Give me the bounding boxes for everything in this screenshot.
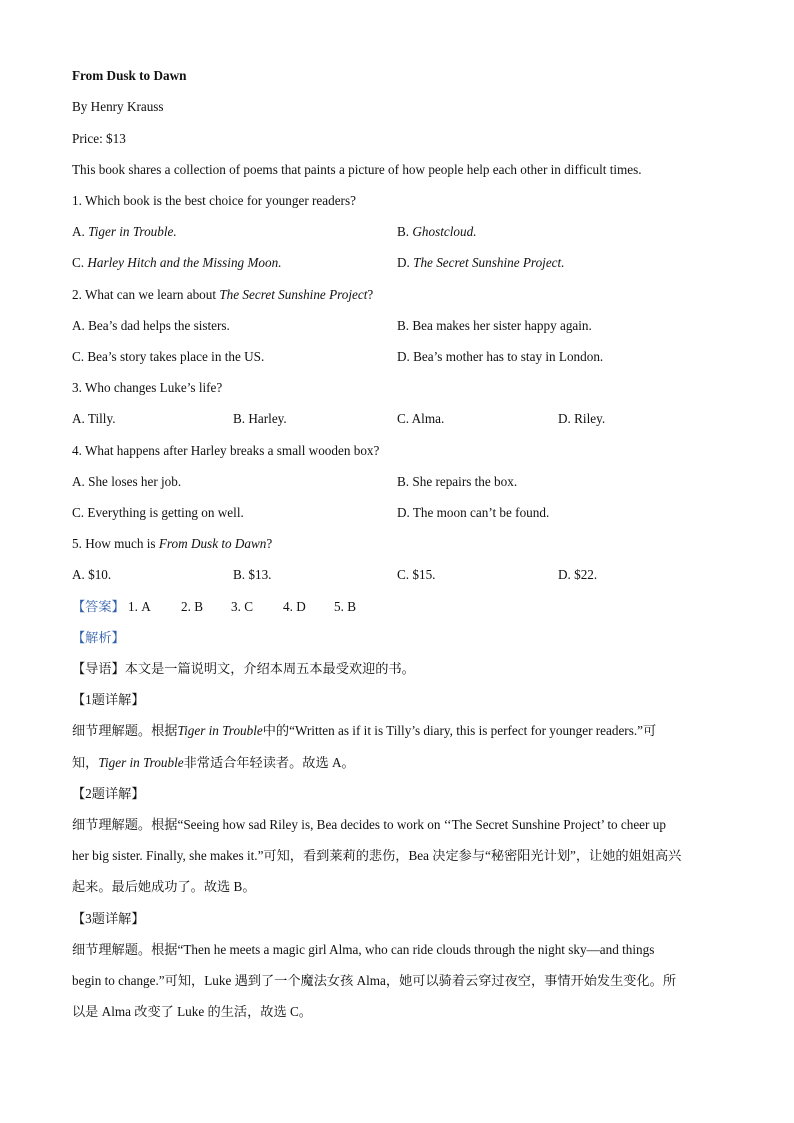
q5-option-c[interactable]: C. $15. [397,567,436,582]
q3-detail-line-3: 以是 Alma 改变了 Luke 的生活，故选 C。 [72,1004,312,1019]
q4-option-c[interactable]: C. Everything is getting on well. [72,505,244,520]
q1-detail-line-2 [72,754,355,772]
detail-book-title: Tiger in Trouble [177,723,263,738]
q3-option-c[interactable]: C. Alma. [397,411,445,426]
q2-option-d[interactable]: D. Bea’s mother has to stay in London. [397,349,604,364]
q2-option-b[interactable]: B. Bea makes her sister happy again. [397,318,592,333]
detail-text: 细节理解题。根据 [72,723,178,738]
stem-text: ? [367,287,374,302]
q5-option-a[interactable]: A. $10. [72,567,112,582]
q3-option-b[interactable]: B. Harley. [233,411,287,426]
q3-option-d[interactable]: D. Riley. [558,411,606,426]
q2-detail-header: 【2题详解】 [72,786,145,801]
detail-text: 中的“Written as if it is Tilly’s diary, this is perfect for younger readers.”可 [262,723,657,738]
option-text: The Secret Sunshine Project. [413,255,565,270]
answer-key [72,598,151,616]
option-text: Harley Hitch and the Missing Moon. [87,255,282,270]
q1-detail-header: 【1题详解】 [72,692,145,707]
book-title: From Dusk to Dawn [72,68,187,83]
q2-option-c[interactable]: C. Bea’s story takes place in the US. [72,349,265,364]
option-text: Ghostcloud. [412,224,477,239]
option-text: Tiger in Trouble. [88,224,177,239]
option-letter: C. [72,255,88,270]
question-5-stem [72,535,272,553]
q3-detail-line-1: 细节理解题。根据“Then he meets a magic girl Alma, who can ride clouds through the night sky—and things [72,942,655,957]
analysis-label: 【解析】 [72,630,125,645]
answer-item: 3. C [231,599,253,614]
q3-detail-line-2: begin to change.”可知，Luke 遇到了一个魔法女孩 Alma，她可以骑着云穿过夜空，事情开始发生变化。所 [72,973,677,988]
stem-text: ? [266,536,273,551]
analysis-guide: 【导语】本文是一篇说明文，介绍本周五本最受欢迎的书。 [72,661,415,676]
option-letter: A. [72,224,89,239]
option-letter: D. [397,255,414,270]
q2-detail-line-3: 起来。最后她成功了。故选 B。 [72,879,256,894]
answer-item: 1. A [128,599,151,614]
answer-label: 【答案】 [72,599,125,614]
answer-item: 4. D [283,599,306,614]
q3-option-a[interactable]: A. Tilly. [72,411,116,426]
q2-detail-line-1: 细节理解题。根据“Seeing how sad Riley is, Bea decides to work on ‘‘The Secret Sunshine Project’ to cheer up [72,817,666,832]
option-letter: B. [397,224,413,239]
book-price: Price: $13 [72,131,126,146]
q4-option-b[interactable]: B. She repairs the box. [397,474,518,489]
stem-book-title: The Secret Sunshine Project [219,287,368,302]
stem-text: 2. What can we learn about [72,287,220,302]
q1-option-b[interactable] [397,223,477,241]
q4-option-d[interactable]: D. The moon can’t be found. [397,505,550,520]
q5-option-d[interactable]: D. $22. [558,567,598,582]
question-4-stem: 4. What happens after Harley breaks a small wooden box? [72,443,380,458]
detail-text: 知， [72,755,99,770]
q2-option-a[interactable]: A. Bea’s dad helps the sisters. [72,318,230,333]
q4-option-a[interactable]: A. She loses her job. [72,474,182,489]
answer-item: 2. B [181,599,203,614]
q1-option-c[interactable] [72,254,282,272]
q1-detail-line-1 [72,722,656,740]
question-3-stem: 3. Who changes Luke’s life? [72,380,223,395]
stem-book-title: From Dusk to Dawn [158,536,267,551]
q3-detail-header: 【3题详解】 [72,911,145,926]
stem-text: 5. How much is [72,536,159,551]
q1-option-a[interactable] [72,223,177,241]
q5-option-b[interactable]: B. $13. [233,567,272,582]
question-2-stem [72,286,373,304]
q1-option-d[interactable] [397,254,565,272]
detail-text: 非常适合年轻读者。故选 A。 [183,755,355,770]
book-author: By Henry Krauss [72,99,164,114]
question-1-stem: 1. Which book is the best choice for younger readers? [72,193,356,208]
detail-book-title: Tiger in Trouble [98,755,184,770]
q2-detail-line-2: her big sister. Finally, she makes it.”可知，看到莱莉的悲伤，Bea 决定参与“秘密阳光计划”，让她的姐姐高兴 [72,848,682,863]
book-description: This book shares a collection of poems that paints a picture of how people help each other in difficult times. [72,162,642,177]
answer-item: 5. B [334,599,356,614]
